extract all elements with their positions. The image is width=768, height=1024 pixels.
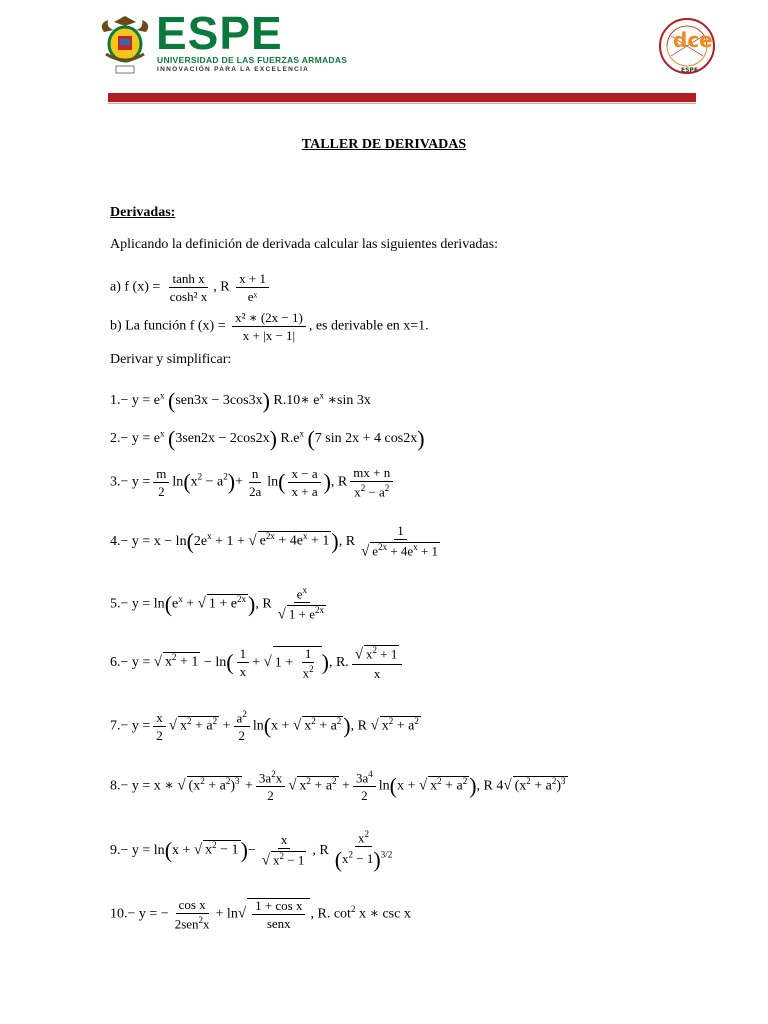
exercise-1: $1.- y = e^x$ (sen3x − 3cos3x) R.10∗ $e^x$ ∗sin 3x [110,388,371,413]
header-divider-shadow [108,103,696,104]
exercise-8: 8.− y = x ∗ √ $(x^2 + a^2)^3$ + $\frac{3a^2x}{2}$ √ $x^2 + a^2$ + $\frac{3a^4}{2}$ ln(x + √ $x^2 + a^2$), R 4√ $(x^2 + a^2)^3$ [110,769,566,804]
header-divider [108,93,696,102]
department-seal-abbr: dce [673,28,713,52]
exercise-a: a) f (x) = $\frac{\text{tanh x}}{\text{cosh² x}}$ , R $\frac{x + 1}{\text{eˣ}}$ [110,272,272,303]
department-seal-text [0,0,1,1]
exercise-10: 10.− y = − $\frac{\text{cos x}}{2sen^2x}$ + ln√ $\frac{\text{1 + cos x}}{\text{senx}}$ , R. $\cot^2 x$ ∗ csc x [110,897,411,932]
espe-crest-logo [96,14,154,76]
section-heading: Derivadas: [110,205,176,220]
university-name: UNIVERSIDAD DE LAS FUERZAS ARMADAS [157,55,348,65]
instruction-text: Derivar y simplificar: [110,352,232,367]
department-seal-sub: ESPE [681,67,698,74]
exercise-2: $2.- y = e^x$ (3sen2x − 2cos2x) $R.e^x$ (7 sin 2x + 4 cos2x) [110,426,425,451]
exercise-6: 6.− y = √ $x^2 + 1 - \ln$( $\frac{1}{x}$ + √ 1 + $\frac{1}{x^2}$ ), R. $\frac{√ x^2 + 1}{x}$ [110,645,405,680]
exercise-5: $5.- y = \ln(e^x$ + √ $1 + e^{2x}$), R $\frac{e^x}{√ 1 + e^{2x}}$ [110,585,324,623]
exercise-3: 3.− y = $\frac{m}{2}$ $\ln(x^2 - a^2)+$ $\frac{n}{2a}$ ln( $\frac{x - a}{x + a}$ ), R $\frac{mx + n}{x^2 - a^2}$ [110,466,396,498]
exercise-9: 9.− y = ln(x + √ $x^2 - 1)-$ $\frac{x}{√ x^2 - 1}$ , R $\frac{x^2}{(x^2 - 1)^{3/2}}$ [110,829,393,873]
page-title: TALLER DE DERIVADAS [301,137,467,152]
exercise-b: b) La función f (x) = $\frac{\text{x² ∗ (2x − 1)}}{x + |x - 1|}$ , es derivable en x=1. [110,310,429,343]
exercise-7: 7.− y = $\frac{x}{2}$ √ $x^2 + a^2$ + $\frac{a^2}{2}$ ln(x + √ $x^2 + a^2$), R √ $x^2 + a^2$ [110,709,419,744]
intro-text: Aplicando la definición de derivada calcular las siguientes derivadas: [110,237,498,252]
brand-name: ESPE [156,7,283,59]
exercise-4: $4.- y = x - \ln(2e^x + 1$ + √ $e^{2x} + 4e^x + 1$), R $\frac{1}{√ e^{2x} + 4e^x + 1}$ [110,523,439,560]
university-motto: INNOVACIÓN PARA LA EXCELENCIA [157,66,310,73]
